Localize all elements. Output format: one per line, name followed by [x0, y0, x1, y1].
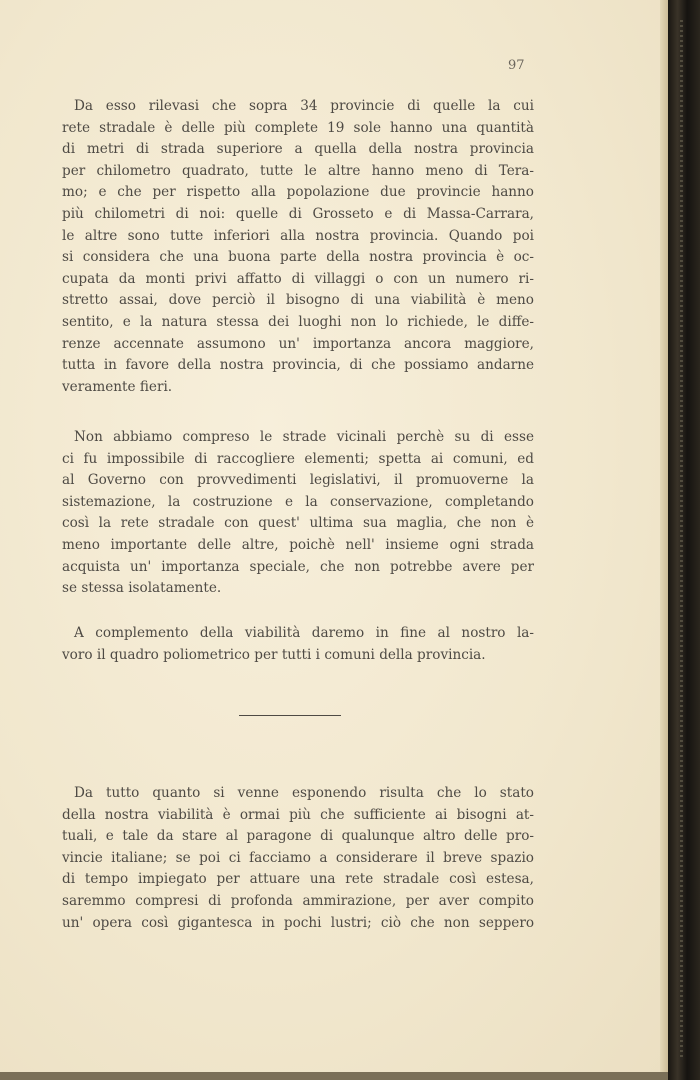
- text-line: ci fu impossibile di raccogliere elementi; spetta ai comuni, ed: [62, 450, 534, 467]
- page-number: 97: [508, 58, 525, 73]
- text-line: di tempo impiegato per attuare una rete stradale così estesa,: [62, 871, 534, 888]
- text-line: della nostra viabilità è ormai più che sufficiente ai bisogni at-: [62, 806, 534, 823]
- section-separator: [239, 715, 341, 716]
- text-line: meno importante delle altre, poichè nell' insieme ogni strada: [62, 536, 534, 553]
- text-line: un' opera così gigantesca in pochi lustri; ciò che non seppero: [62, 914, 534, 931]
- page-bottom-edge: [0, 1072, 668, 1080]
- text-line: sentito, e la natura stessa dei luoghi non lo richiede, le diffe-: [62, 313, 534, 330]
- text-line: si considera che una buona parte della nostra provincia è oc-: [62, 249, 534, 266]
- text-line: cupata da monti privi affatto di villaggi o con un numero ri-: [62, 270, 534, 287]
- text-line: al Governo con provvedimenti legislativi, il promuoverne la: [62, 472, 534, 489]
- text-line: stretto assai, dove perciò il bisogno di una viabilità è meno: [62, 292, 534, 309]
- text-line: saremmo compresi di profonda ammirazione, per aver compito: [62, 892, 534, 909]
- text-line: così la rete stradale con quest' ultima sua maglia, che non è: [62, 515, 534, 532]
- paragraph-3: [62, 623, 534, 666]
- text-line: rete stradale è delle più complete 19 sole hanno una quantità: [62, 119, 534, 136]
- text-line: per chilometro quadrato, tutte le altre hanno meno di Tera-: [62, 162, 534, 179]
- page-gutter: [660, 0, 668, 1072]
- text-line: sistemazione, la costruzione e la conservazione, completando: [62, 493, 534, 510]
- text-line: tutta in favore della nostra provincia, di che possiamo andarne: [62, 357, 534, 374]
- text-line: Da tutto quanto si venne esponendo risulta che lo stato: [74, 785, 534, 801]
- paragraph-4: [62, 783, 534, 934]
- text-line: veramente fieri.: [62, 378, 173, 395]
- text-line: più chilometri di noi: quelle di Grosseto e di Massa-Carrara,: [62, 205, 534, 222]
- text-line: Non abbiamo compreso le strade vicinali perchè su di esse: [74, 429, 534, 445]
- text-line: renze accennate assumono un' importanza ancora maggiore,: [62, 335, 534, 352]
- text-line: Da esso rilevasi che sopra 34 provincie di quelle la cui: [74, 98, 534, 114]
- text-line: A complemento della viabilità daremo in fine al nostro la-: [74, 625, 534, 641]
- text-line: acquista un' importanza speciale, che non potrebbe avere per: [62, 558, 534, 575]
- text-line: vincie italiane; se poi ci facciamo a considerare il breve spazio: [62, 849, 534, 866]
- book-spine: [668, 0, 700, 1080]
- paragraph-1: [62, 96, 534, 398]
- spine-binding-stripe: [680, 20, 683, 1060]
- paragraph-2: [62, 427, 534, 600]
- text-line: tuali, e tale da stare al paragone di qualunque altro delle pro-: [62, 828, 534, 845]
- text-line: mo; e che per rispetto alla popolazione due provincie hanno: [62, 184, 534, 201]
- text-line: di metri di strada superiore a quella della nostra provincia: [62, 141, 534, 158]
- text-line: se stessa isolatamente.: [62, 580, 222, 597]
- text-line: le altre sono tutte inferiori alla nostra provincia. Quando poi: [62, 227, 534, 244]
- text-line: voro il quadro poliometrico per tutti i comuni della provincia.: [62, 646, 486, 663]
